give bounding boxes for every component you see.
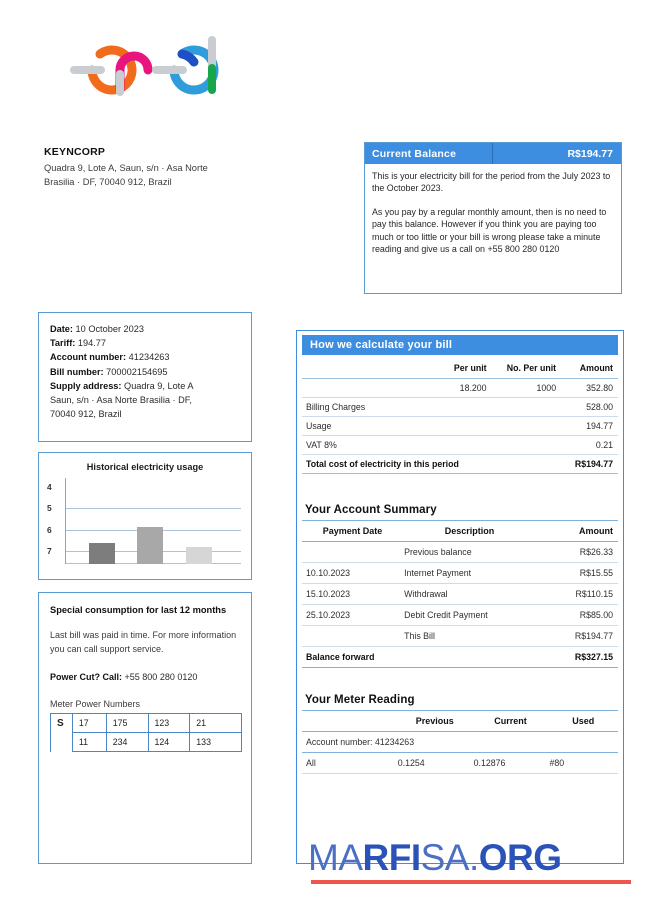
customer-address-line1: Quadra 9, Lote A, Saun, s/n · Asa Norte (44, 163, 208, 173)
current-balance-header (365, 143, 621, 164)
as-cell-amount: R$15.55 (536, 562, 618, 583)
as-cell-date: 10.10.2023 (302, 562, 403, 583)
watermark-part-4: ORG (478, 837, 562, 878)
as-col-date: Payment Date (302, 520, 403, 541)
detail-account-value: 41234263 (128, 352, 170, 363)
customer-block (44, 146, 294, 189)
mr-cell-current: 0.12876 (473, 752, 549, 773)
meter-grid-cell: 11 (72, 733, 106, 752)
mr-cell-label: All (302, 752, 397, 773)
detail-supply-value: Quadra 9, Lote A (124, 380, 194, 391)
watermark-part-3: SA. (420, 837, 479, 878)
meter-reading-header-row (302, 710, 618, 731)
meter-grid-cell (51, 733, 73, 752)
account-summary-row (302, 604, 618, 625)
as-cell-description: Withdrawal (403, 583, 536, 604)
detail-tariff (50, 336, 241, 350)
meter-grid-cell: 123 (148, 714, 190, 733)
calc-cell-amount: 0.21 (561, 435, 618, 454)
meter-reading-account-row (302, 731, 618, 752)
historical-usage-chart-box (38, 452, 252, 580)
calc-cell-label: Billing Charges (302, 397, 428, 416)
as-cell-amount: R$194.77 (536, 625, 618, 646)
balance-forward-amount: R$327.15 (536, 646, 618, 667)
meter-grid-cell: 21 (190, 714, 242, 733)
calculate-header-row (302, 358, 618, 378)
watermark-underline (311, 880, 631, 884)
current-balance-amount: R$194.77 (567, 147, 613, 160)
detail-account (50, 350, 241, 364)
balance-paragraph-1: This is your electricity bill for the period from the July 2023 to the October 2023. (372, 171, 611, 194)
calc-cell-per-unit (428, 416, 491, 435)
meter-grid-cell: 234 (106, 733, 148, 752)
chart-y-axis-labels (47, 478, 63, 564)
calculate-row (302, 378, 618, 397)
power-cut-number: +55 800 280 0120 (124, 672, 198, 682)
calc-cell-label: VAT 8% (302, 435, 428, 454)
bill-main-panel (296, 330, 624, 864)
balance-paragraph-2: As you pay by a regular monthly amount, then is no need to pay this balance. However if you think you are paying too much or too little or your bill is wrong please take a minute reading and give us a call on +55 800 280 0120 (372, 206, 607, 255)
chart-y-tick: 6 (47, 524, 52, 535)
calculate-table (302, 358, 618, 474)
calc-cell-per-unit: 18.200 (428, 378, 491, 397)
detail-bill-value: 700002154695 (106, 366, 168, 377)
as-cell-description: Debit Credit Payment (403, 604, 536, 625)
chart-title: Historical electricity usage (86, 462, 204, 472)
calc-cell-per-unit (428, 397, 491, 416)
account-summary-row (302, 541, 618, 562)
chart-area (47, 478, 243, 564)
meter-reading-heading: Your Meter Reading (305, 693, 415, 706)
detail-date-value: 10 October 2023 (75, 324, 144, 334)
bill-details-box (38, 312, 252, 442)
power-cut-label: Power Cut? Call: (50, 672, 123, 682)
calc-cell-no-per-unit (492, 397, 562, 416)
meter-grid-row (51, 733, 242, 752)
meter-reading-row (302, 752, 618, 773)
detail-bill-number (50, 365, 241, 379)
chart-bar (186, 547, 212, 564)
detail-date-label: Date: (50, 324, 73, 334)
calculate-total-label: Total cost of electricity in this period (302, 454, 561, 473)
calc-col-amount: Amount (561, 358, 618, 378)
detail-tariff-value: 194.77 (77, 338, 107, 349)
calc-cell-amount: 194.77 (561, 416, 618, 435)
watermark (308, 838, 638, 884)
calc-cell-amount: 528.00 (561, 397, 618, 416)
calc-cell-amount: 352.80 (561, 378, 618, 397)
chart-bar (89, 543, 115, 565)
meter-power-numbers-table (50, 713, 242, 752)
calculate-row (302, 435, 618, 454)
as-cell-amount: R$26.33 (536, 541, 618, 562)
as-col-description: Description (403, 520, 536, 541)
meter-grid-cell: S (51, 714, 73, 733)
chart-gridline (66, 508, 241, 509)
as-cell-description: This Bill (403, 625, 536, 646)
current-balance-box (364, 142, 622, 294)
chart-plot (65, 478, 241, 564)
account-summary-heading: Your Account Summary (305, 503, 437, 516)
chart-y-tick: 7 (47, 546, 52, 557)
special-consumption-box (38, 592, 252, 864)
as-cell-date (302, 541, 403, 562)
current-balance-body (365, 164, 621, 255)
mr-col-current: Current (473, 710, 549, 731)
mr-cell-used: #80 (548, 752, 618, 773)
mr-col-label (302, 710, 397, 731)
as-cell-amount: R$110.15 (536, 583, 618, 604)
account-summary-row (302, 562, 618, 583)
detail-supply-address (50, 379, 241, 393)
calculate-heading: How we calculate your bill (302, 335, 618, 355)
as-cell-amount: R$85.00 (536, 604, 618, 625)
watermark-text (308, 838, 638, 878)
meter-grid-row (51, 714, 242, 733)
watermark-part-1: MA (308, 837, 363, 878)
meter-grid-cell: 175 (106, 714, 148, 733)
as-cell-description: Internet Payment (403, 562, 536, 583)
account-summary-row (302, 583, 618, 604)
calc-col-label (302, 358, 428, 378)
calculate-row (302, 397, 618, 416)
detail-date (50, 322, 241, 336)
power-cut-line (50, 670, 240, 684)
meter-grid-cell: 133 (190, 733, 242, 752)
calc-col-no-per-unit: No. Per unit (492, 358, 562, 378)
balance-forward-row (302, 646, 618, 667)
detail-supply-label: Supply address: (50, 380, 122, 391)
watermark-part-2: RFI (362, 837, 421, 878)
as-cell-description: Previous balance (403, 541, 536, 562)
calc-cell-label (302, 378, 428, 397)
account-summary-header-row (302, 520, 618, 541)
special-consumption-text: Last bill was paid in time. For more information you can call support service. (50, 630, 237, 654)
detail-tariff-label: Tariff: (50, 338, 76, 349)
calc-cell-no-per-unit: 1000 (492, 378, 562, 397)
as-cell-date (302, 625, 403, 646)
customer-name: KEYNCORP (44, 146, 106, 158)
calc-col-per-unit: Per unit (428, 358, 491, 378)
mr-col-used: Used (548, 710, 618, 731)
chart-bar (137, 527, 163, 564)
meter-power-numbers-label: Meter Power Numbers (50, 699, 141, 709)
meter-reading-table (302, 710, 618, 774)
balance-forward-label: Balance forward (302, 646, 536, 667)
chart-y-tick: 4 (47, 481, 52, 492)
detail-supply-line3: 70040 912, Brazil (50, 409, 122, 420)
calc-cell-per-unit (428, 435, 491, 454)
calculate-total-row (302, 454, 618, 473)
special-consumption-title: Special consumption for last 12 months (50, 605, 227, 615)
calculate-row (302, 416, 618, 435)
enel-logo (44, 34, 259, 106)
chart-y-tick: 5 (47, 503, 52, 514)
mr-col-previous: Previous (397, 710, 473, 731)
calc-cell-no-per-unit (492, 416, 562, 435)
customer-address-line2: Brasilia · DF, 70040 912, Brazil (44, 177, 172, 187)
account-summary-row (302, 625, 618, 646)
calc-cell-label: Usage (302, 416, 428, 435)
meter-grid-cell: 124 (148, 733, 190, 752)
as-col-amount: Amount (536, 520, 618, 541)
current-balance-label: Current Balance (365, 143, 493, 164)
calculate-total-amount: R$194.77 (561, 454, 618, 473)
meter-reading-account-number: Account number: 41234263 (302, 731, 618, 752)
mr-cell-previous: 0.1254 (397, 752, 473, 773)
detail-bill-label: Bill number: (50, 366, 104, 377)
as-cell-date: 25.10.2023 (302, 604, 403, 625)
detail-account-label: Account number: (50, 352, 127, 363)
as-cell-date: 15.10.2023 (302, 583, 403, 604)
calc-cell-no-per-unit (492, 435, 562, 454)
account-summary-table (302, 520, 618, 668)
meter-grid-cell: 17 (72, 714, 106, 733)
detail-supply-line2: Saun, s/n · Asa Norte Brasilia · DF, (50, 395, 192, 406)
